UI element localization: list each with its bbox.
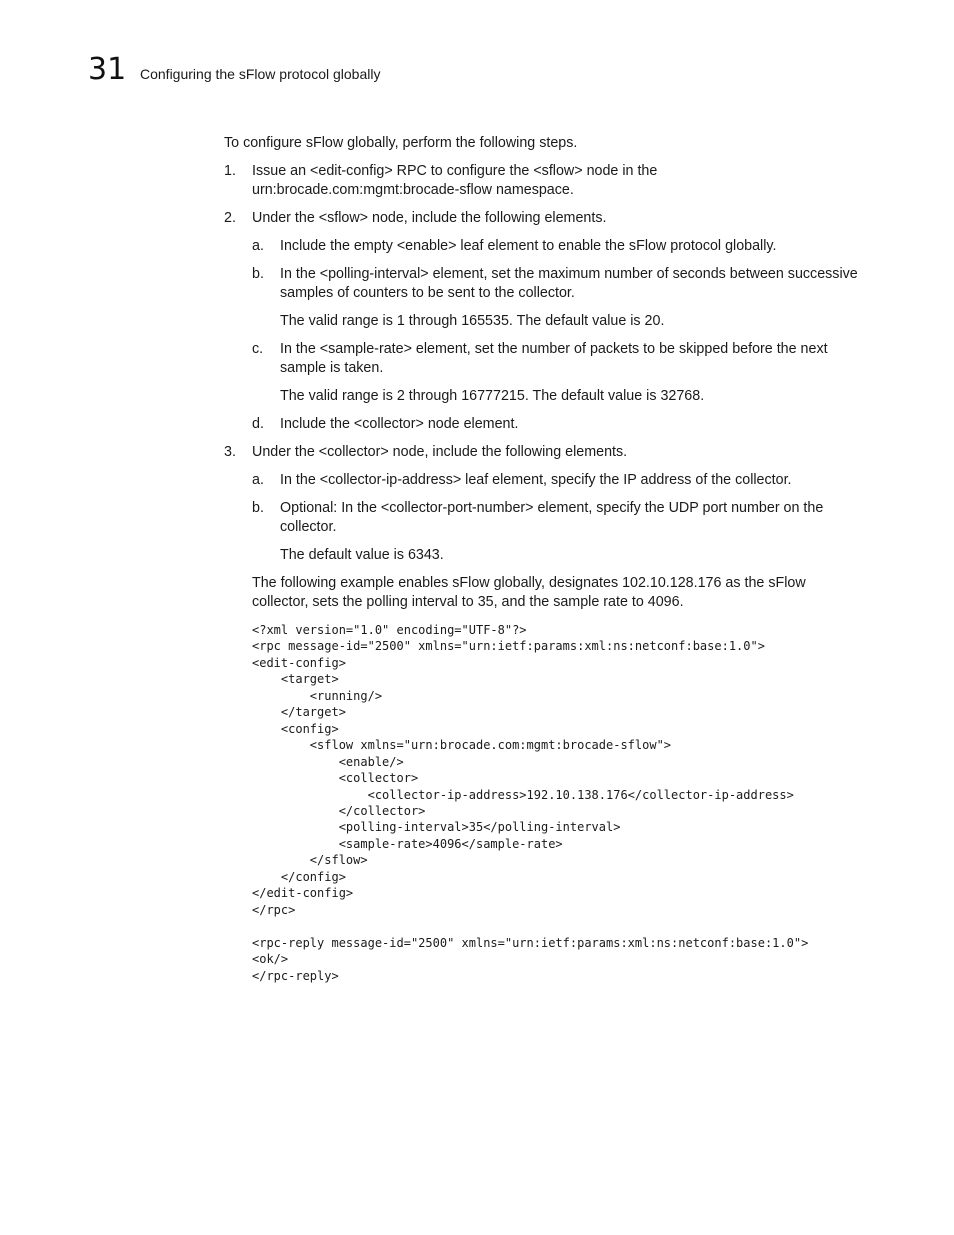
list-item-substep bbox=[252, 499, 864, 537]
list-item-substep bbox=[252, 415, 864, 434]
substep-text: Include the empty <enable> leaf element to enable the sFlow protocol globally. bbox=[280, 238, 777, 254]
example-intro-paragraph: The following example enables sFlow globally, designates 102.10.128.176 as the sFlow collector, sets the polling interval to 35, and the sample rate to 4096. bbox=[252, 575, 806, 610]
list-item-substep bbox=[252, 237, 864, 256]
substep-text: Include the <collector> node element. bbox=[280, 416, 519, 432]
substep-note: The default value is 6343. bbox=[280, 547, 444, 563]
substep-letter: a. bbox=[252, 472, 264, 488]
substep-letter: d. bbox=[252, 416, 264, 432]
substep-text: Optional: In the <collector-port-number> element, specify the UDP port number on the collector. bbox=[280, 500, 824, 535]
list-item-step-2 bbox=[224, 209, 864, 228]
chapter-number: 31 bbox=[88, 52, 127, 87]
chapter-title: Configuring the sFlow protocol globally bbox=[140, 66, 381, 82]
page-content bbox=[224, 134, 864, 984]
substep-letter: b. bbox=[252, 500, 264, 516]
code-example: <?xml version="1.0" encoding="UTF-8"?> <rpc message-id="2500" xmlns="urn:ietf:params:xml:ns:netconf:base:1.0"> <edit-config> <target> <running/> </target> <config> <sflow xmlns="urn:brocade.com:mgmt:brocade-sflow"> <enable/> <collector> <collector-ip-address>192.10.138.176</collector-ip-address> </collector> <polling-interval>35</polling-interval> <sample-rate>4096</sample-rate> </sflow> </config> </edit-config> </rpc> <rpc-reply message-id="2500" xmlns="urn:ietf:params:xml:ns:netconf:base:1.0"> <ok/> </rpc-reply> bbox=[252, 623, 809, 983]
list-item-step-1 bbox=[224, 162, 864, 200]
substep-note: The valid range is 1 through 165535. The default value is 20. bbox=[280, 313, 665, 329]
step-number: 2. bbox=[224, 210, 236, 226]
substep-text: In the <polling-interval> element, set the maximum number of seconds between successive samples of counters to be sent to the collector. bbox=[280, 266, 858, 301]
substep-letter: a. bbox=[252, 238, 264, 254]
step-text: Under the <sflow> node, include the following elements. bbox=[252, 210, 607, 226]
substep-text: In the <sample-rate> element, set the number of packets to be skipped before the next sample is taken. bbox=[280, 341, 828, 376]
intro-paragraph: To configure sFlow globally, perform the following steps. bbox=[224, 135, 578, 151]
substep-text: In the <collector-ip-address> leaf element, specify the IP address of the collector. bbox=[280, 472, 792, 488]
step-number: 1. bbox=[224, 163, 236, 179]
step-number: 3. bbox=[224, 444, 236, 460]
list-item-step-3 bbox=[224, 443, 864, 462]
list-item-substep bbox=[252, 265, 864, 303]
list-item-substep bbox=[252, 340, 864, 378]
list-item-substep bbox=[252, 471, 864, 490]
step-text: Issue an <edit-config> RPC to configure the <sflow> node in the urn:brocade.com:mgmt:brocade-sflow namespace. bbox=[252, 163, 658, 198]
step-text: Under the <collector> node, include the following elements. bbox=[252, 444, 628, 460]
substep-note: The valid range is 2 through 16777215. The default value is 32768. bbox=[280, 388, 705, 404]
substep-letter: b. bbox=[252, 266, 264, 282]
substep-letter: c. bbox=[252, 341, 264, 357]
